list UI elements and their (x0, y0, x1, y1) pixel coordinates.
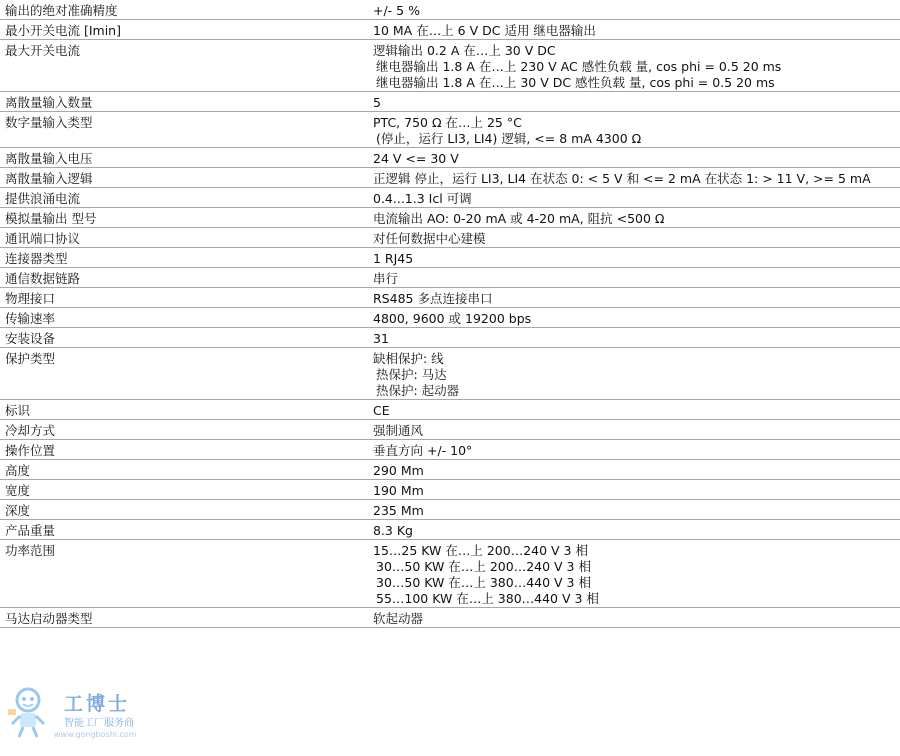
spec-value-line: 1 RJ45 (373, 251, 414, 266)
spec-label: 传输速率 (0, 308, 367, 328)
spec-row (0, 112, 900, 148)
robot-mascot-icon (6, 686, 60, 740)
spec-value-line: 4800, 9600 或 19200 bps (373, 311, 532, 326)
spec-value-line: 垂直方向 +/- 10° (373, 443, 473, 458)
spec-label: 操作位置 (0, 440, 367, 460)
spec-label: 高度 (0, 460, 367, 480)
spec-value (367, 248, 900, 268)
spec-value (367, 20, 900, 40)
spec-value-line: 290 Mm (373, 463, 424, 478)
spec-value (367, 40, 900, 92)
spec-value-line: 24 V <= 30 V (373, 151, 459, 166)
spec-value (367, 540, 900, 608)
spec-row (0, 40, 900, 92)
spec-label: 通讯端口协议 (0, 228, 367, 248)
spec-row (0, 268, 900, 288)
spec-value (367, 308, 900, 328)
spec-value (367, 400, 900, 420)
spec-value-line: 热保护: 马达 (376, 367, 447, 382)
spec-row (0, 148, 900, 168)
spec-label: 最大开关电流 (0, 40, 367, 92)
spec-value-line: 串行 (373, 271, 399, 286)
spec-label: 产品重量 (0, 520, 367, 540)
spec-value-line: 190 Mm (373, 483, 424, 498)
spec-row (0, 168, 900, 188)
spec-value-line: PTC, 750 Ω 在…上 25 °C (373, 115, 522, 130)
spec-value-line: 正逻辑 停止，运行 LI3, LI4 在状态 0: < 5 V 和 <= 2 mA 在状态 1: > 11 V, >= 5 mA (373, 171, 871, 186)
spec-value-line: 15…25 KW 在…上 200…240 V 3 相 (373, 543, 588, 558)
spec-row (0, 420, 900, 440)
spec-value (367, 92, 900, 112)
spec-value-line: 强制通风 (373, 423, 424, 438)
spec-row (0, 20, 900, 40)
spec-label: 通信数据链路 (0, 268, 367, 288)
spec-value (367, 208, 900, 228)
spec-label: 功率范围 (0, 540, 367, 608)
spec-label: 冷却方式 (0, 420, 367, 440)
spec-row (0, 400, 900, 420)
spec-label: 最小开关电流 [Imin] (0, 20, 367, 40)
spec-row (0, 288, 900, 308)
spec-value-line: +/- 5 % (373, 3, 420, 18)
spec-row (0, 92, 900, 112)
spec-value (367, 268, 900, 288)
spec-value (367, 328, 900, 348)
spec-value (367, 148, 900, 168)
spec-value-line: 继电器输出 1.8 A 在…上 230 V AC 感性负载 量, cos phi = 0.5 20 ms (376, 59, 782, 74)
spec-row (0, 0, 900, 20)
spec-value (367, 460, 900, 480)
spec-row (0, 500, 900, 520)
spec-value-line: 30…50 KW 在…上 380…440 V 3 相 (376, 575, 591, 590)
spec-value-line: (停止，运行 LI3, LI4) 逻辑, <= 8 mA 4300 Ω (376, 131, 642, 146)
spec-value-line: 10 MA 在…上 6 V DC 适用 继电器输出 (373, 23, 596, 38)
spec-value-line: 235 Mm (373, 503, 424, 518)
spec-label: 模拟量输出 型号 (0, 208, 367, 228)
spec-row (0, 608, 900, 628)
watermark (6, 686, 196, 740)
spec-value-line: RS485 多点连接串口 (373, 291, 493, 306)
spec-label: 深度 (0, 500, 367, 520)
spec-value (367, 288, 900, 308)
spec-row (0, 228, 900, 248)
spec-value-line: 软起动器 (373, 611, 424, 626)
spec-value-line: 30…50 KW 在…上 200…240 V 3 相 (376, 559, 591, 574)
spec-row (0, 248, 900, 268)
spec-row (0, 348, 900, 400)
spec-value (367, 608, 900, 628)
spec-value-line: CE (373, 403, 390, 418)
spec-row (0, 540, 900, 608)
spec-label: 输出的绝对准确精度 (0, 0, 367, 20)
spec-value-line: 逻辑输出 0.2 A 在…上 30 V DC (373, 43, 556, 58)
spec-value (367, 440, 900, 460)
spec-label: 离散量输入逻辑 (0, 168, 367, 188)
watermark-subtitle: 智能工厂服务商 (64, 718, 134, 729)
spec-row (0, 188, 900, 208)
spec-row (0, 328, 900, 348)
spec-value (367, 168, 900, 188)
spec-label: 离散量输入电压 (0, 148, 367, 168)
spec-value-line: 31 (373, 331, 389, 346)
spec-value (367, 480, 900, 500)
spec-row (0, 480, 900, 500)
spec-value-line: 55…100 KW 在…上 380…440 V 3 相 (376, 591, 599, 606)
spec-label: 标识 (0, 400, 367, 420)
spec-value-line: 8.3 Kg (373, 523, 413, 538)
spec-value-line: 电流输出 AO: 0-20 mA 或 4-20 mA, 阻抗 <500 Ω (373, 211, 665, 226)
spec-value-line: 继电器输出 1.8 A 在…上 30 V DC 感性负载 量, cos phi = 0.5 20 ms (376, 75, 775, 90)
spec-row (0, 308, 900, 328)
spec-value (367, 420, 900, 440)
spec-row (0, 208, 900, 228)
spec-value (367, 0, 900, 20)
spec-label: 物理接口 (0, 288, 367, 308)
spec-value (367, 228, 900, 248)
spec-label: 数字量输入类型 (0, 112, 367, 148)
spec-value (367, 500, 900, 520)
spec-value-line: 5 (373, 95, 381, 110)
spec-value (367, 188, 900, 208)
spec-label: 连接器类型 (0, 248, 367, 268)
spec-label: 提供浪涌电流 (0, 188, 367, 208)
spec-label: 保护类型 (0, 348, 367, 400)
spec-value (367, 520, 900, 540)
spec-label: 马达启动器类型 (0, 608, 367, 628)
spec-value (367, 348, 900, 400)
spec-row (0, 460, 900, 480)
spec-row (0, 440, 900, 460)
spec-value-line: 0.4...1.3 Icl 可调 (373, 191, 472, 206)
spec-value-line: 对任何数据中心建模 (373, 231, 486, 246)
spec-value-line: 缺相保护: 线 (373, 351, 444, 366)
spec-value-line: 热保护: 起动器 (376, 383, 460, 398)
spec-label: 安装设备 (0, 328, 367, 348)
spec-row (0, 520, 900, 540)
spec-label: 宽度 (0, 480, 367, 500)
watermark-url: www.gongboshi.com (54, 730, 137, 739)
spec-value (367, 112, 900, 148)
watermark-name: 工博士 (64, 693, 131, 715)
spec-label: 离散量输入数量 (0, 92, 367, 112)
